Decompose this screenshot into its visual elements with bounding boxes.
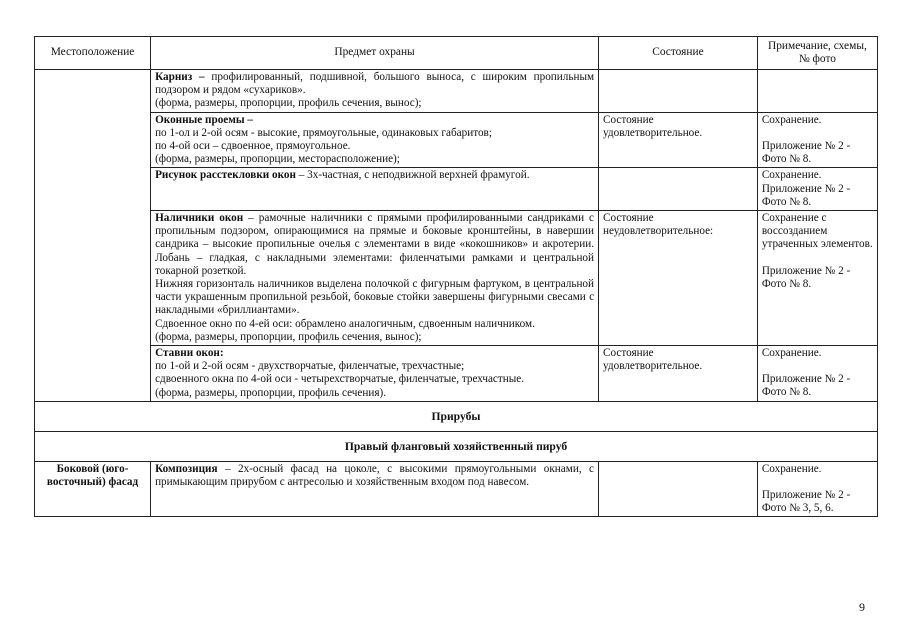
subject-line: (форма, размеры, пропорции, профиль сечения).	[155, 386, 387, 399]
note-cell	[757, 346, 877, 402]
state-cell: Состояние неудовлетворительное:	[599, 211, 758, 346]
subject-paragraph: Сдвоенное окно по 4-ей оси: обрамлено аналогичным, сдвоенным наличником.	[155, 317, 535, 330]
page-number: 9	[859, 600, 865, 614]
subject-extra: (форма, размеры, пропорции, профиль сечения, вынос);	[155, 97, 422, 110]
subject-extra: (форма, размеры, пропорции, профиль сечения, вынос);	[155, 330, 422, 343]
subject-line: сдвоенного окна по 4-ой оси - четырехстворчатые, филенчатые, трехчастные.	[155, 373, 525, 386]
note-cell	[757, 461, 877, 517]
subject-cell	[151, 346, 599, 402]
note-text: Приложение № 2 - Фото № 8.	[761, 139, 851, 166]
note-text: Сохранение.	[761, 113, 822, 126]
header-subject: Предмет охраны	[151, 37, 599, 70]
note-cell	[757, 112, 877, 168]
subject-cell	[151, 168, 599, 211]
subject-text: – 2х-осный фасад на цоколе, с высокими прямоугольными окнами, с примыкающим прирубом с антресолью и хозяйственным входом под навесом.	[155, 462, 595, 489]
subject-text: – 3х-частная, с неподвижной верхней фрамугой.	[295, 169, 530, 182]
state-cell: Состояние удовлетворительное.	[599, 112, 758, 168]
subject-text: профилированный, подшивной, большого выноса, с широким пропильным подзором и рядом «сухариков».	[155, 71, 595, 97]
subject-text: – рамочные наличники с прямыми профилированными сандриками с пропильным подзором, опирающимися на прямые и боковые кронштейны, в навершии сандрика – высокие пропильные очелья с элементами в виде «кокошников» и акротерии. Лобань – гладкая, с накладными элементами: филенчатыми рамками и центральной токарной розеткой.	[155, 212, 595, 277]
subject-title: Наличники окон	[155, 212, 244, 225]
state-cell	[599, 168, 758, 211]
subject-paragraph: Нижняя горизонталь наличников выделена полочкой с фигурным фартуком, в центральной части украшенным пропильной резьбой, боковые стойки завершены фигурными свесами с накладными «бриллиантами».	[155, 278, 595, 317]
table-row	[35, 70, 878, 113]
header-state: Состояние	[599, 37, 758, 70]
note-text: Сохранение.	[761, 462, 822, 475]
subject-line: (форма, размеры, пропорции, месторасположение);	[155, 153, 400, 166]
subject-line: по 1-ол и 2-ой осям - высокие, прямоугольные, одинаковых габаритов;	[155, 126, 492, 139]
note-text: Приложение № 2 - Фото № 8.	[761, 373, 851, 399]
section-row	[35, 431, 878, 461]
subject-cell	[151, 211, 599, 346]
state-cell: Состояние удовлетворительное.	[599, 346, 758, 402]
table-row	[35, 211, 878, 346]
table-row	[35, 168, 878, 211]
header-note: Примечание, схемы, № фото	[757, 37, 877, 70]
location-cell: Боковой (юго-восточный) фасад	[35, 461, 151, 517]
note-text: Приложение № 2 - Фото № 8.	[761, 264, 851, 290]
subject-cell	[151, 112, 599, 168]
protection-subject-table	[34, 36, 878, 517]
subject-title: Оконные проемы –	[155, 113, 254, 126]
table-row	[35, 461, 878, 517]
note-cell: Сохранение. Приложение № 2 - Фото № 8.	[757, 168, 877, 211]
header-location: Местоположение	[35, 37, 151, 70]
table-header-row	[35, 37, 878, 70]
state-cell	[599, 461, 758, 517]
subject-cell	[151, 461, 599, 517]
table-row	[35, 346, 878, 402]
subject-title: Композиция	[155, 462, 218, 475]
section-row	[35, 401, 878, 431]
note-text: Приложение № 2 - Фото № 3, 5, 6.	[761, 489, 851, 515]
location-cell-empty	[35, 70, 151, 402]
state-cell	[599, 70, 758, 113]
subject-title: Рисунок расстекловки окон	[155, 169, 296, 182]
table-row	[35, 112, 878, 168]
subject-title: Карниз –	[155, 71, 205, 83]
subject-cell	[151, 70, 599, 113]
subject-line: по 1-ой и 2-ой осям - двухстворчатые, филенчатые, трехчастные;	[155, 360, 465, 373]
note-cell	[757, 211, 877, 346]
subject-title: Ставни окон:	[155, 347, 224, 360]
note-cell	[757, 70, 877, 113]
note-text: Сохранение с воссозданием утраченных элементов.	[761, 212, 873, 251]
note-text: Сохранение.	[761, 347, 822, 360]
section-title-right-annex: Правый фланговый хозяйственный пируб	[35, 431, 878, 461]
subject-line: по 4-ой оси – сдвоенное, прямоугольное.	[155, 140, 351, 153]
section-title-annexes: Прирубы	[35, 401, 878, 431]
